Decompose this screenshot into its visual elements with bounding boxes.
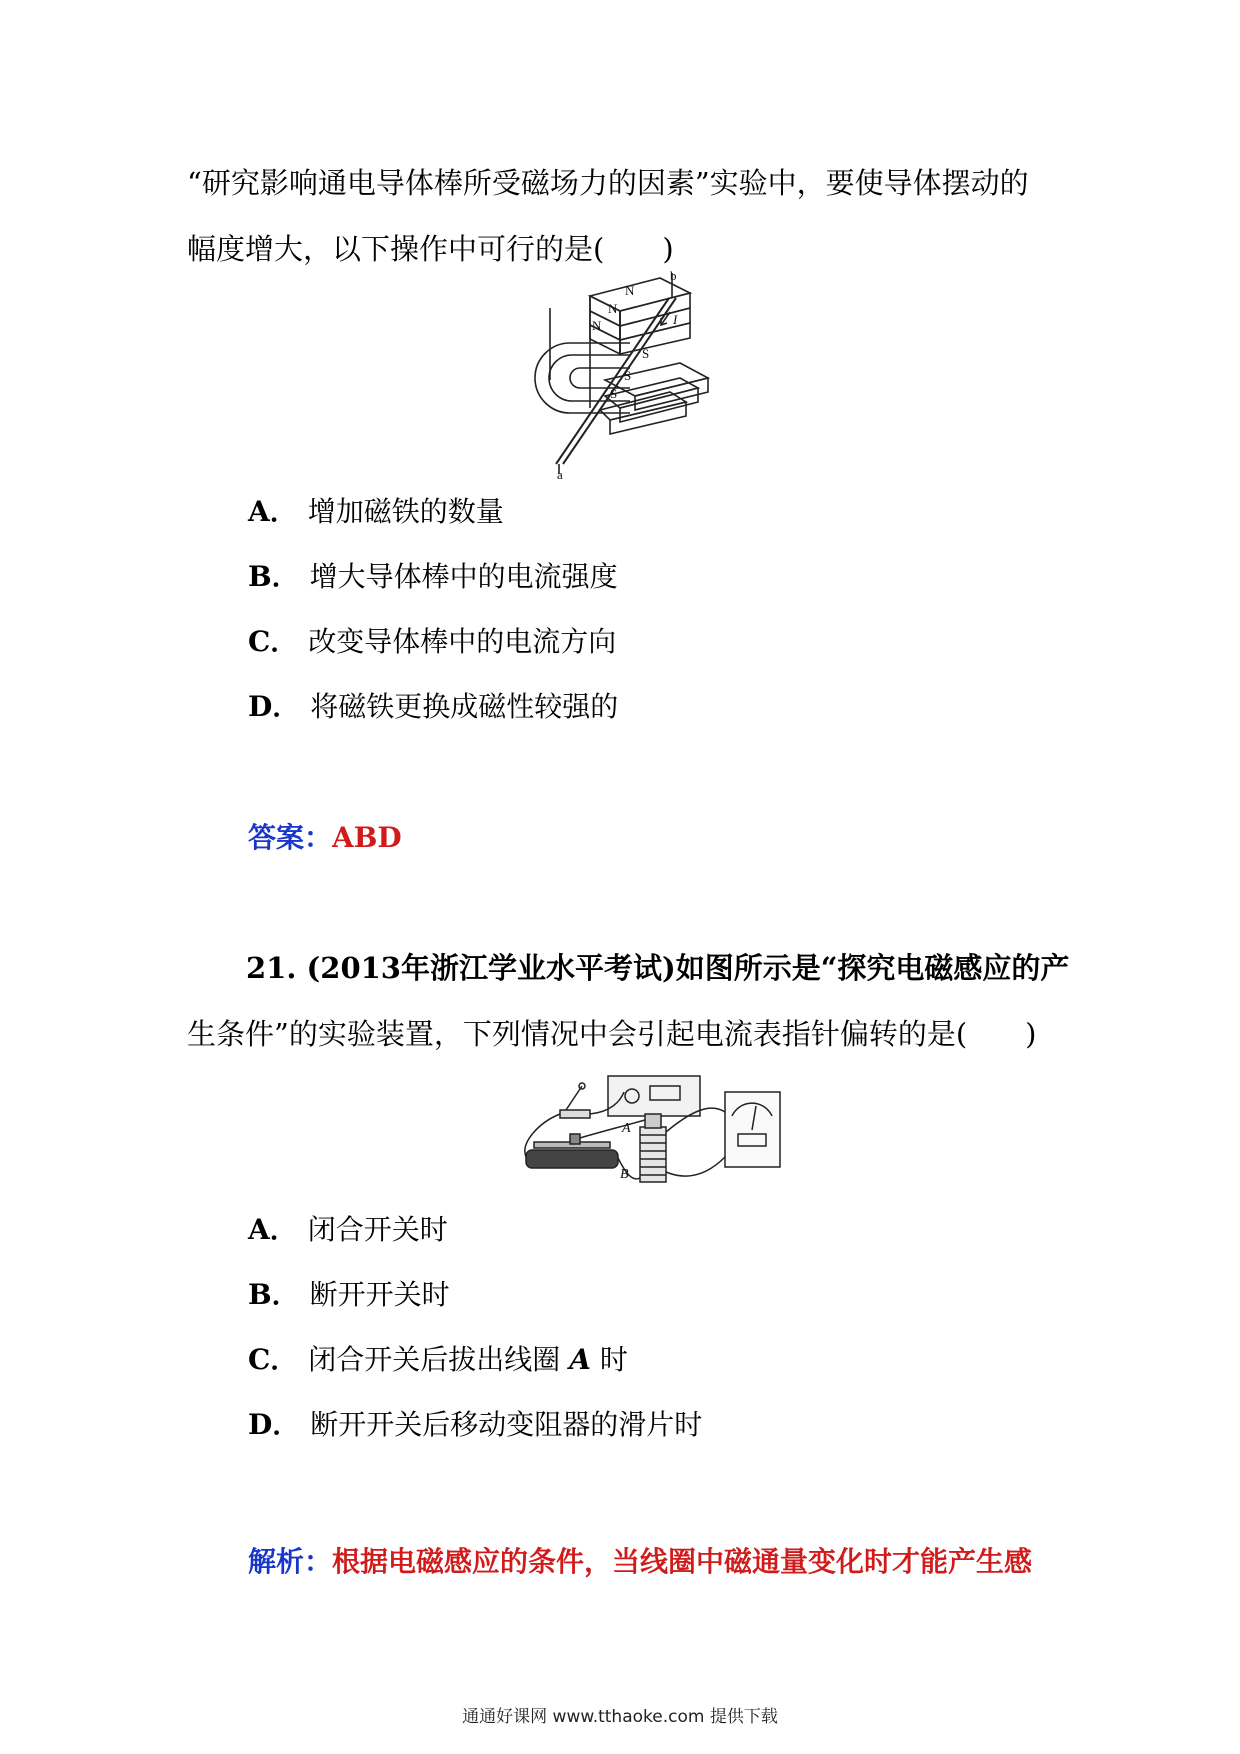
answer-label: 答案： [248, 821, 333, 854]
label-b: b [670, 268, 677, 283]
label-coil-a: A [622, 1121, 631, 1136]
q20-option-a: A． 增加磁铁的数量 [248, 495, 504, 528]
answer-value: ABD [332, 821, 402, 854]
q21-stem-line2: 生条件”的实验装置，下列情况中会引起电流表指针偏转的是( ) [187, 1017, 1037, 1051]
q21-option-b: B． 断开开关时 [248, 1278, 450, 1311]
label-s1: S [642, 346, 650, 361]
q20-option-d: D． 将磁铁更换成磁性较强的 [248, 690, 619, 723]
label-current: I [673, 312, 678, 327]
q21-option-d: D． 断开开关后移动变阻器的滑片时 [248, 1408, 703, 1441]
analysis-text: 根据电磁感应的条件，当线圈中磁通量变化时才能产生感 [332, 1545, 1033, 1578]
magnet-rod-diagram [530, 268, 780, 480]
q21-analysis [248, 1542, 1032, 1582]
electromagnetic-induction-apparatus [520, 1072, 785, 1192]
q21-option-c: C． 闭合开关后拔出线圈 A 时 [248, 1343, 628, 1376]
q20-option-b: B． 增大导体棒中的电流强度 [248, 560, 618, 593]
label-n2: N [608, 301, 618, 316]
analysis-label: 解析： [248, 1545, 333, 1578]
label-n1: N [625, 283, 635, 298]
q21-stem-line1: 21. (2013年浙江学业水平考试)如图所示是“探究电磁感应的产 [246, 951, 1070, 985]
q20-stem-line1: “研究影响通电导体棒所受磁场力的因素”实验中，要使导体摆动的 [187, 166, 1029, 200]
q21-option-a: A． 闭合开关时 [248, 1213, 448, 1246]
label-a: a [557, 467, 563, 480]
q20-answer [248, 818, 402, 858]
label-n3: N [592, 318, 602, 333]
q20-option-c: C． 改变导体棒中的电流方向 [248, 625, 617, 658]
q20-stem-line2: 幅度增大，以下操作中可行的是( ) [187, 232, 674, 266]
label-s2: S [624, 368, 632, 383]
label-coil-b: B [620, 1167, 629, 1182]
page-footer: 通通好课网 www.tthaoke.com 提供下载 [462, 1707, 778, 1727]
label-s3: S [610, 386, 618, 401]
